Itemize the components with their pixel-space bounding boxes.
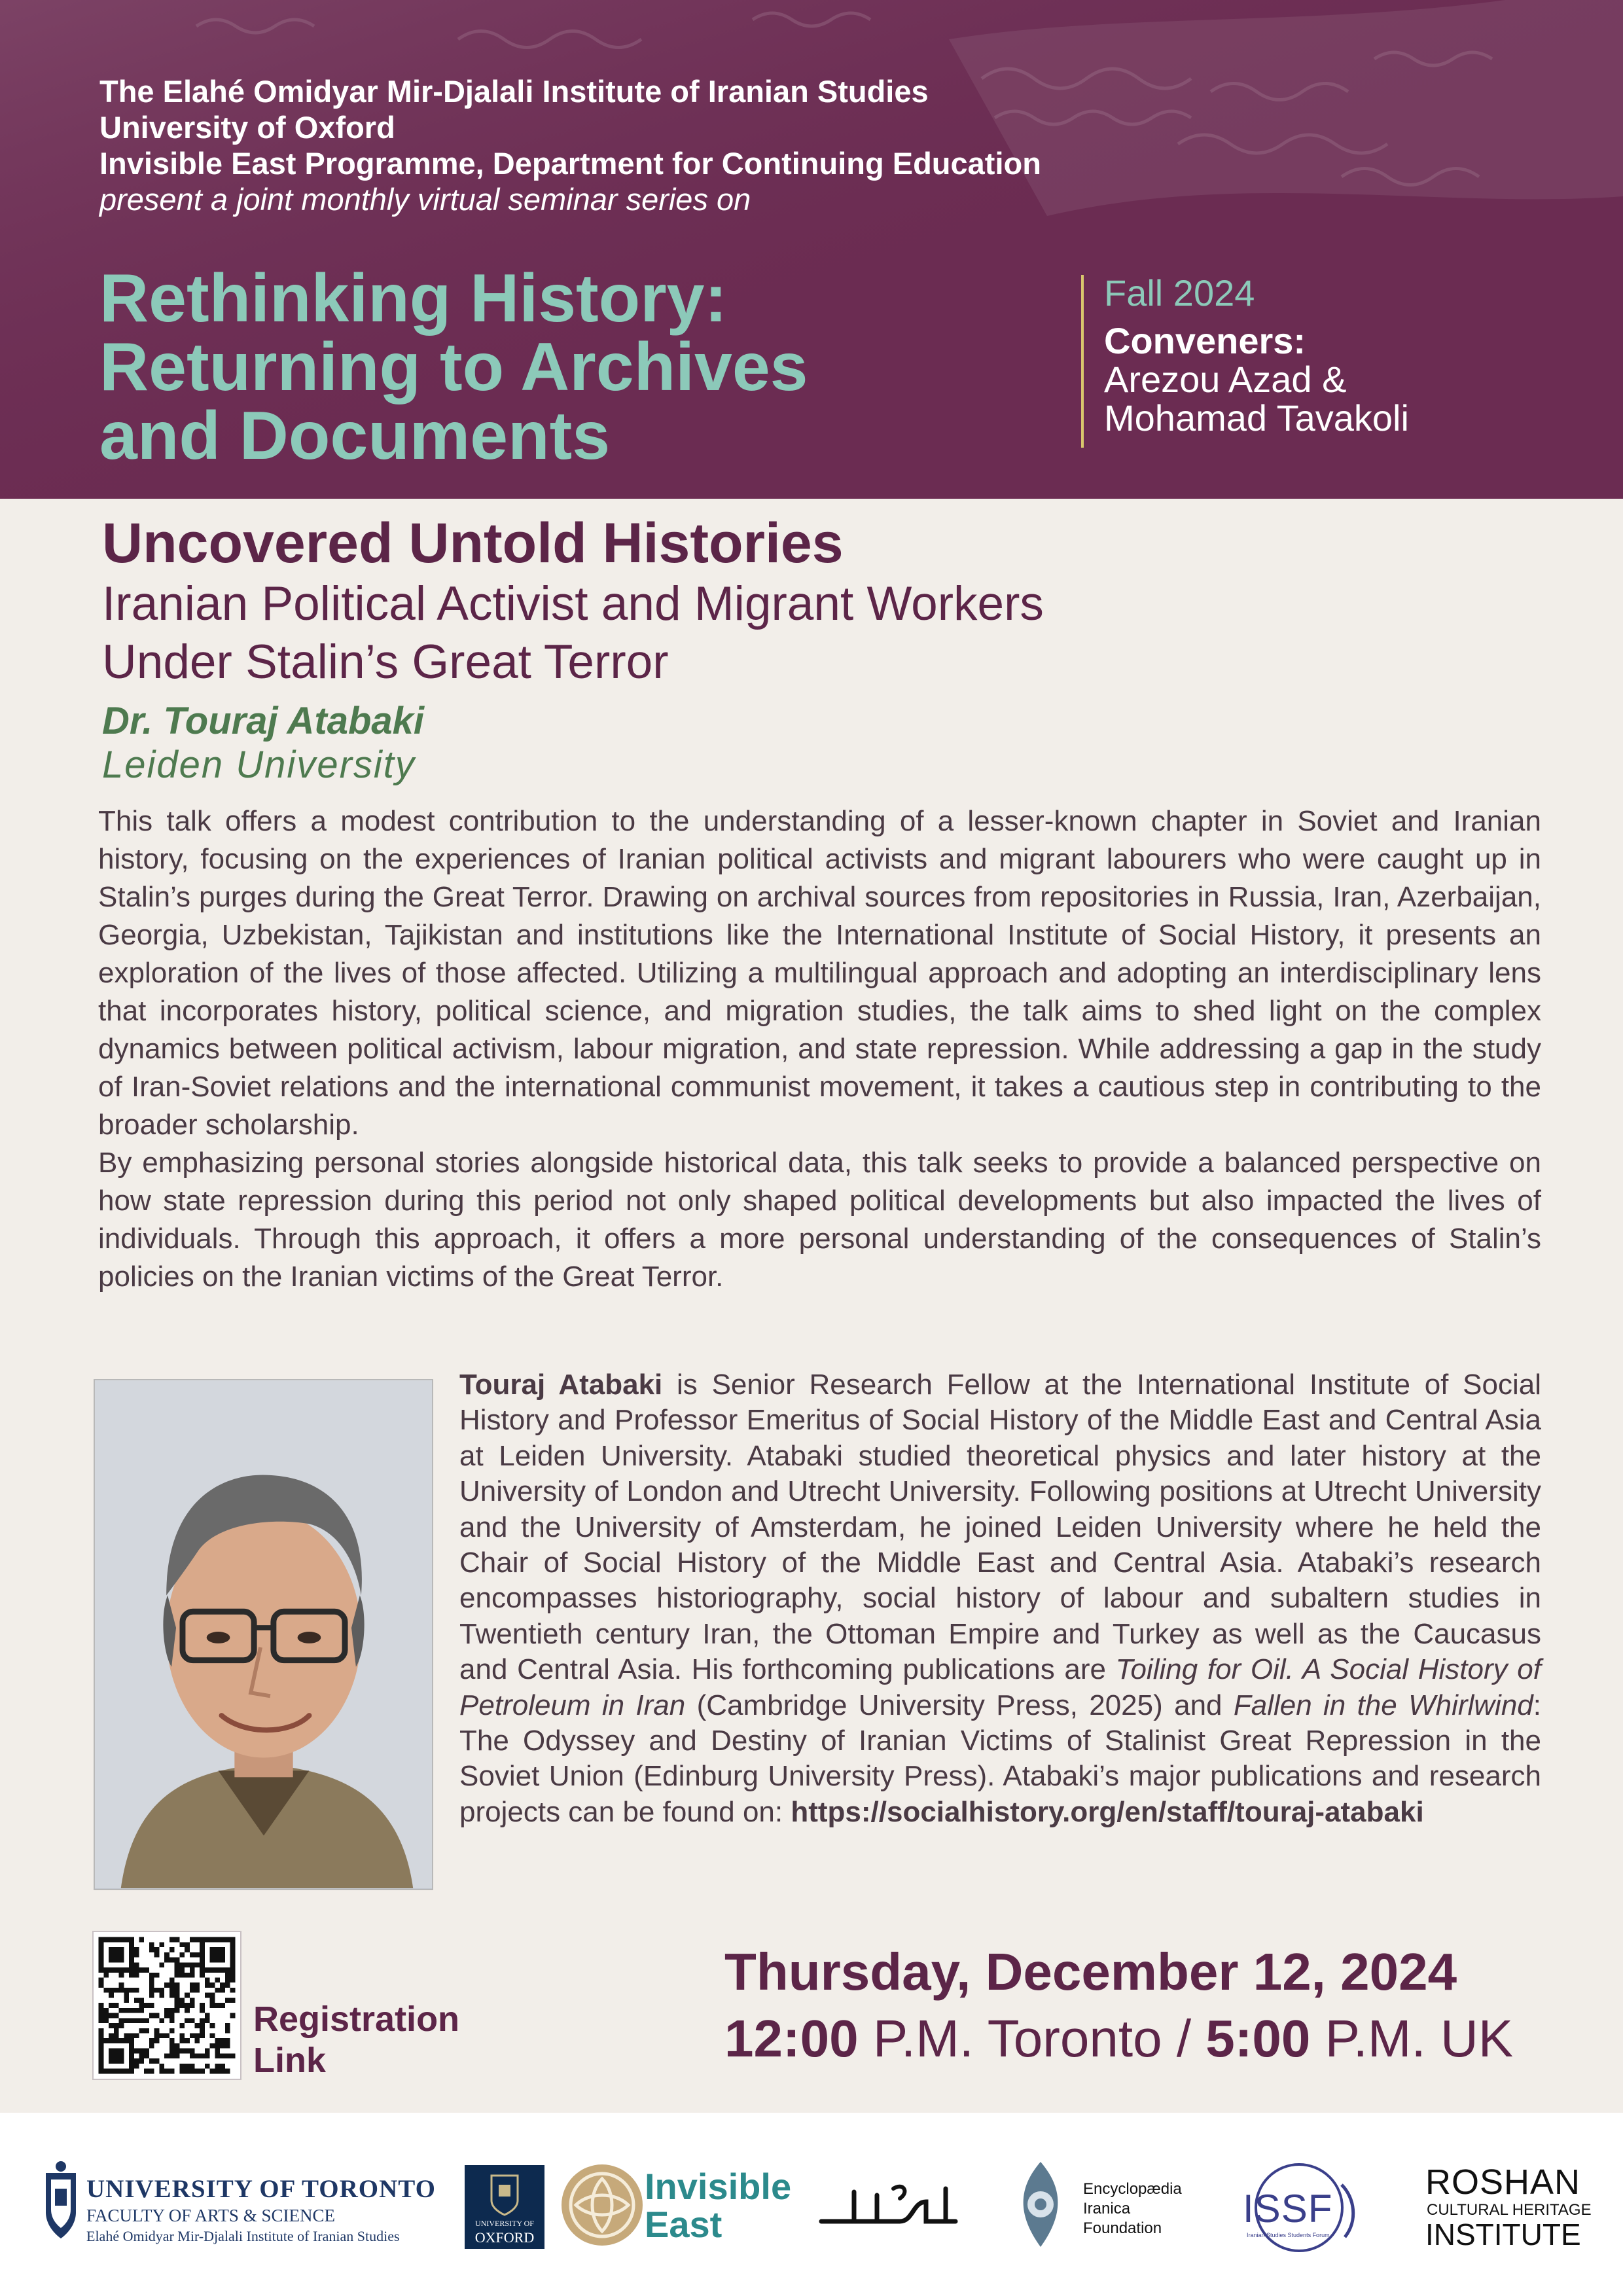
talk-subtitle-line: Iranian Political Activist and Migrant Workers xyxy=(102,577,1044,630)
iranica-emblem-icon xyxy=(1011,2159,1070,2250)
header-banner xyxy=(0,0,1623,499)
speaker-name: Dr. Touraj Atabaki xyxy=(102,700,425,742)
oxford-logo xyxy=(465,2165,544,2249)
present-line: present a joint monthly virtual seminar series on xyxy=(99,182,751,217)
time-uk: 5:00 xyxy=(1205,2009,1311,2068)
abstract-paragraph: By emphasizing personal stories alongside historical data, this talk seeks to provide a balanced perspective on how state repression during this period not only shaped political developments but also impacted the lives of individuals. Through this approach, it offers a more personal understanding of the consequences of Stalin’s policies on the Iranian victims of the Great Terror. xyxy=(98,1147,1541,1293)
bio-text: is Senior Research Fellow at the International Institute of Social History and Professor Emeritus of Social History of the Middle East and Central Asia at Leiden University. Atabaki studied theoretical physics and later history at the University of London and Utrecht University. Following positions at Utrecht University and the University of Amsterdam, he joined Leiden University where he held the Chair of Social History of the Middle East and Central Asia. Atabaki’s research encompasses historiography, social history of labour and subaltern studies in Twentieth century Iran, the Ottoman Empire and Turkey as well as the Caucasus and Central Asia. His forthcoming publications are xyxy=(459,1369,1541,1686)
issf-subtext: Iranian Studies Students Forum xyxy=(1247,2232,1330,2238)
invisible-east-emblem-icon xyxy=(560,2162,645,2248)
registration-qr-code[interactable] xyxy=(92,1931,241,2080)
speaker-bio xyxy=(459,1367,1541,1830)
roshan-name: ROSHAN xyxy=(1425,2162,1581,2202)
talk-subtitle xyxy=(102,575,1044,691)
term-label: Fall 2024 xyxy=(1104,272,1255,314)
bio-text: : The Odyssey and Destiny of Iranian Victims of Stalinist Great Repression in the Soviet Union (Edinburg University Press). Atabaki’s major publications and research projects can be found on: xyxy=(459,1689,1541,1828)
bio-book-title: Toiling for Oil. A Social History of Petroleum in Iran xyxy=(459,1653,1541,1721)
uoft-institute: Elahé Omidyar Mir-Djalali Institute of Iranian Studies xyxy=(86,2228,400,2244)
institute-line: University of Oxford xyxy=(99,110,395,145)
profile-link[interactable]: https://socialhistory.org/en/staff/touraj-atabaki xyxy=(791,1795,1424,1828)
convener-name: Arezou Azad & xyxy=(1104,359,1347,400)
convener-name: Mohamad Tavakoli xyxy=(1104,397,1409,439)
divider-line xyxy=(1081,275,1084,448)
speaker-photo xyxy=(94,1379,433,1890)
time-uk-suffix: P.M. UK xyxy=(1310,2009,1514,2068)
term-conveners-block xyxy=(1104,274,1409,437)
oxford-line1: UNIVERSITY OF xyxy=(475,2219,534,2228)
talk-subtitle-line: Under Stalin’s Great Terror xyxy=(102,636,669,689)
iran-nameh-logo xyxy=(815,2176,965,2241)
series-title-line: Rethinking History: xyxy=(99,260,728,336)
bio-text: (Cambridge University Press, 2025) and xyxy=(685,1689,1234,1721)
series-title-line: Returning to Archives xyxy=(99,329,808,405)
roshan-logo xyxy=(1425,2164,1596,2255)
abstract-paragraph: This talk offers a modest contribution to the understanding of a lesser-known chapter in Soviet and Iranian history, focusing on the experiences of Iranian political activists and migrant labourers who were caught up in Stalin’s purges during the Great Terror. Drawing on archival sources from repositories in Russia, Iran, Azerbaijan, Georgia, Uzbekistan, Tajikistan and institutions like the International Institute of Social History, it presents an exploration of the lives of those affected. Utilizing a multilingual approach and adopting an interdisciplinary lens that incorporates history, political science, and migration studies, the talk aims to shed light on the complex dynamics between political activism, labour migration, and state repression. While addressing a gap in the study of Iran-Soviet relations and the international communist movement, it takes a cautious step in contributing to the broader scholarship. xyxy=(98,805,1541,1141)
issf-logo xyxy=(1234,2159,1371,2257)
abstract xyxy=(98,802,1541,1296)
oxford-crest-icon xyxy=(465,2169,544,2221)
talk-title: Uncovered Untold Histories xyxy=(102,512,844,575)
iranica-name xyxy=(1083,2179,1182,2238)
persian-calligraphy-icon xyxy=(815,2176,965,2241)
iranica-logo xyxy=(1011,2159,1207,2257)
speaker-portrait-illustration xyxy=(95,1380,432,1889)
invisible-east-logo xyxy=(560,2162,795,2254)
speaker-affiliation: Leiden University xyxy=(102,744,416,786)
bio-name: Touraj Atabaki xyxy=(459,1369,663,1401)
uoft-name: UNIVERSITY OF TORONTO xyxy=(86,2175,436,2203)
iranica-line: Foundation xyxy=(1083,2219,1162,2237)
event-date: Thursday, December 12, 2024 xyxy=(724,1943,1457,2001)
qr-code-graphic xyxy=(94,1932,240,2079)
uoft-faculty: FACULTY OF ARTS & SCIENCE xyxy=(86,2206,335,2225)
invisible-east-line1: Invisible xyxy=(645,2166,792,2207)
series-title-line: and Documents xyxy=(99,398,611,474)
registration-link-label[interactable]: Registration Link xyxy=(253,2000,460,2080)
roshan-sub: CULTURAL HERITAGE xyxy=(1427,2201,1592,2219)
institute-line: The Elahé Omidyar Mir-Djalali Institute of Iranian Studies xyxy=(99,74,929,109)
uoft-crest-icon xyxy=(41,2160,81,2244)
oxford-line2: OXFORD xyxy=(474,2229,535,2246)
roshan-institute: INSTITUTE xyxy=(1425,2217,1581,2251)
invisible-east-line2: East xyxy=(645,2204,722,2245)
event-time xyxy=(724,2009,1513,2068)
iranica-line: Encyclopædia xyxy=(1083,2180,1182,2198)
time-toronto: 12:00 xyxy=(724,2009,859,2068)
iranica-line: Iranica xyxy=(1083,2200,1131,2217)
uoft-logo xyxy=(41,2159,436,2257)
institute-line: Invisible East Programme, Department for Continuing Education xyxy=(99,146,1041,181)
issf-text: ISSF xyxy=(1243,2187,1333,2231)
series-title xyxy=(99,260,808,474)
bio-book-title: Fallen in the Whirlwind xyxy=(1233,1689,1533,1721)
institutes-block xyxy=(99,73,1041,217)
sponsor-logos-footer xyxy=(0,2113,1623,2296)
conveners-label: Conveners: xyxy=(1104,320,1306,361)
time-toronto-suffix: P.M. Toronto / xyxy=(858,2009,1206,2068)
